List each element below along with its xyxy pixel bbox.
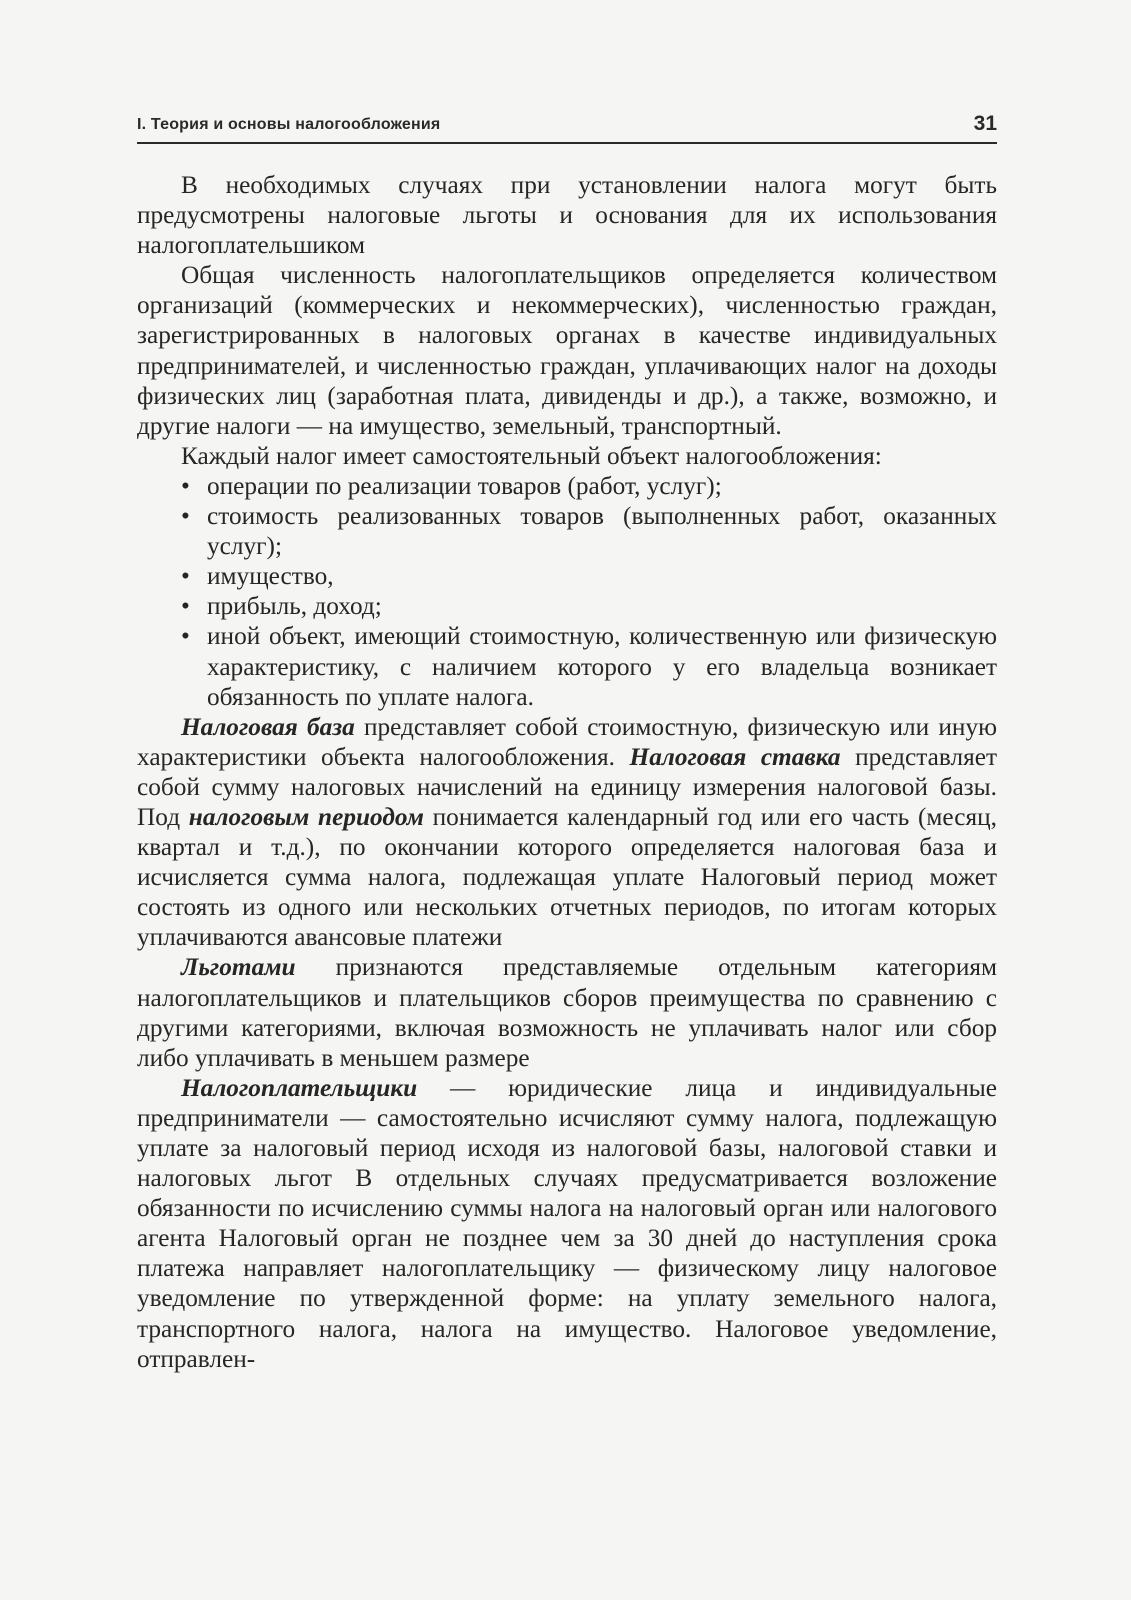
running-head: I. Теория и основы налогообложения: [137, 116, 441, 133]
list-item: • иной объект, имеющий стоимостную, количественную или физическую характеристику, с наличием которого у его владельца возникает обязанность по уплате налога.: [207, 621, 997, 711]
page-header: [137, 112, 997, 144]
paragraph-tax-benefits-note: В необходимых случаях при установлении налога могут быть предусмотрены налоговые льготы и основания для их использования налогоплательшиком: [137, 171, 997, 260]
page-body: [137, 170, 997, 1374]
term-taxpayers: Налогоплательщики: [181, 1073, 418, 1102]
text-segment: представляет собой стоимостную, физическую или иную характеристики объекта налогообложения.: [137, 712, 997, 771]
term-benefits: Льготами: [181, 953, 296, 982]
paragraph-tax-object-intro: Каждый налог имеет самостоятельный объект налогообложения:: [181, 441, 882, 470]
paragraph-tax-base: [137, 712, 997, 953]
text-segment: представляет собой сумму налоговых начислений на единицу измерения налоговой базы. Под: [137, 742, 998, 831]
term-tax-base: Налоговая база: [181, 712, 355, 741]
term-tax-rate: Налоговая ставка: [629, 742, 841, 771]
list-item: • имущество,: [207, 561, 997, 591]
text-segment: признаются представляемые отдельным категориям налогоплательщиков и плательщиков сборов преимущества по сравнению с другими категориями, включая возможность не уплачивать налог или сбор либо уплачивать в меньшем размере: [137, 953, 997, 1072]
paragraph-taxpayer-count: Общая численность налогоплательщиков определяется количеством организаций (коммерческих и некоммерческих), численностью граждан, зарегистрированных в налоговых органах в качестве индивидуальных предпринимателей, и численностью граждан, уплачивающих налог на доходы физических лиц (заработная плата, дивиденды и др.), а также, возможно, и другие налоги — на имущество, земельный, транспортный.: [137, 261, 997, 440]
list-item: • прибыль, доход;: [207, 591, 997, 621]
text-segment: понимается календарный год или его часть (месяц, квартал и т.д.), по окончании которого определяется налоговая база и исчисляется сумма налога, подлежащая уплате Налоговый период может состоять из одного или нескольких отчетных периодов, по итогам которых уплачиваются авансовые платежи: [137, 802, 998, 952]
list-item: • операции по реализации товаров (работ, услуг);: [207, 471, 997, 501]
page-number: 31: [973, 112, 997, 135]
paragraph-benefits: [137, 952, 997, 1072]
text-segment: — юридические лица и индивидуальные предприниматели — самостоятельно исчисляют сумму налога, подлежащую уплате за налоговый период исходя из налоговой базы, налоговой ставки и налоговых льгот В отдельных случаях предусматривается возложение обязанности по исчислению суммы налога на налоговый орган или налогового агента Налоговый орган не позднее чем за 30 дней до наступления срока платежа направляет налогоплательщику — физическому лицу налоговое уведомление по утвержденной форме: на уплату земельного налога, транспортного налога, налога на имущество. Налоговое уведомление, отправлен-: [137, 1073, 997, 1373]
paragraph-taxpayers: [137, 1073, 997, 1374]
tax-objects-list: [137, 471, 997, 712]
list-item: • стоимость реализованных товаров (выполненных работ, оказанных услуг);: [207, 501, 997, 561]
term-tax-period: налоговым периодом: [188, 802, 424, 831]
